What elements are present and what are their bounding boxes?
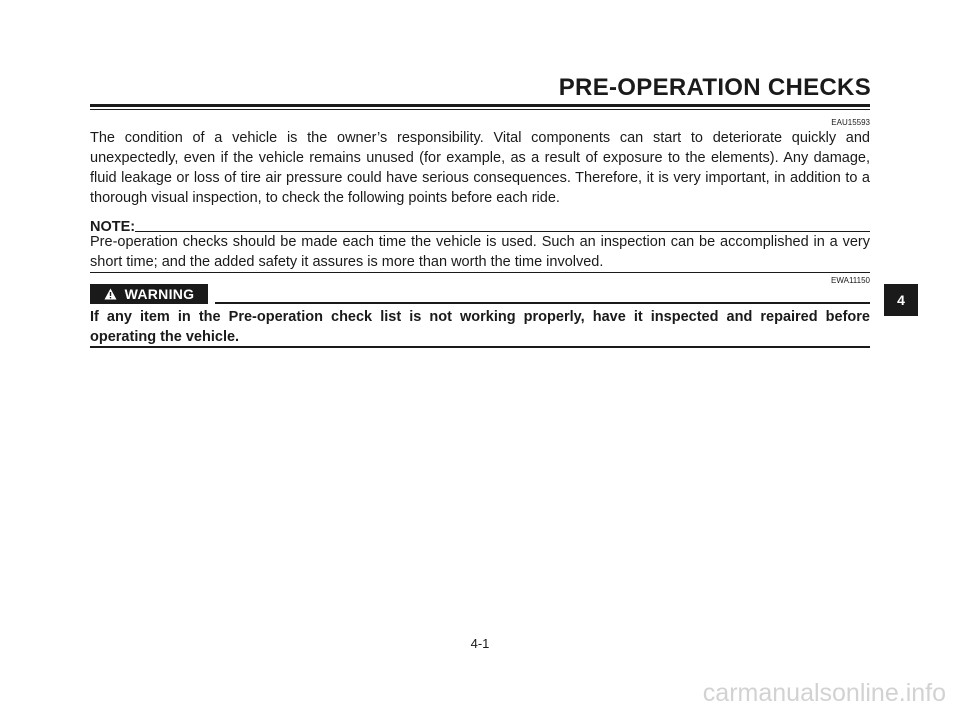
reference-code-intro: EAU15593 [831,118,870,127]
warning-badge [90,284,208,304]
note-paragraph: Pre-operation checks should be made each time the vehicle is used. Such an inspection can be accomplished in a very short time; and the added safety it assures is more than worth the time involved. [90,234,870,270]
title-rule-thick [90,104,870,107]
warning-heading-rule [215,302,870,304]
intro-paragraph: The condition of a vehicle is the owner’s responsibility. Vital components can start to deteriorate quickly and unexpectedly, even if the vehicle remains unused (for example, as a result of exposure to the elements). Any damage, fluid leakage or loss of tire air pressure could have serious consequences. Therefore, it is very important, in addition to a thorough visual inspection, to check the following points before each ride. [90,130,870,206]
warning-triangle-icon [104,288,117,300]
chapter-tab: 4 [884,284,918,316]
reference-code-warning: EWA11150 [831,276,870,285]
warning-end-rule [90,346,870,348]
page-number: 4-1 [470,636,490,651]
watermark: carmanualsonline.info [702,679,946,707]
title-rule-thin [90,109,870,110]
warning-label: WARNING [124,286,195,302]
page-title: PRE-OPERATION CHECKS [558,74,871,101]
note-end-rule [90,272,870,273]
warning-paragraph: If any item in the Pre-operation check list is not working properly, have it inspected and repaired before operating the vehicle. [90,309,870,345]
note-heading: NOTE: [90,219,136,235]
